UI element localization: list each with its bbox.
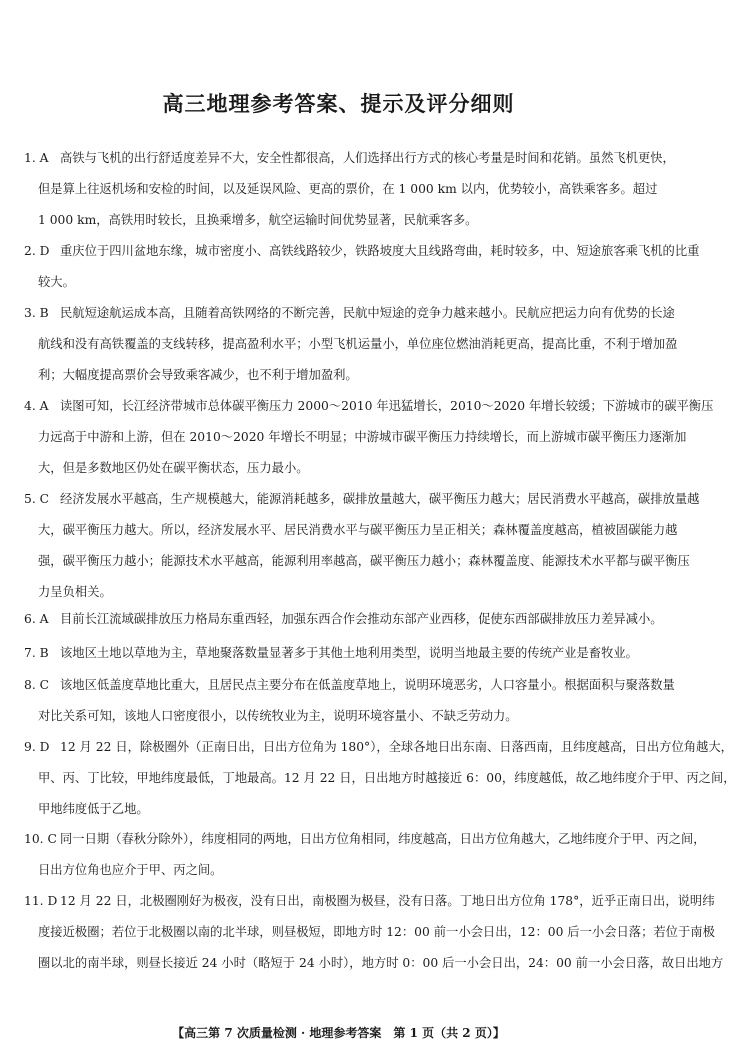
answer-text: 读图可知，长江经济带城市总体碳平衡压力 2000～2010 年迅猛增长，2010～2020 年增长较缓；下游城市的碳平衡压 <box>60 399 714 413</box>
answer-line <box>24 677 675 693</box>
answer-line <box>24 243 700 259</box>
answer-line: 航线和没有高铁覆盖的支线转移，提高盈利水平；小型飞机运量小，单位座位燃油消耗更高，提高比重，不利于增加盈 <box>38 337 678 351</box>
answer-line: 甲地纬度低于乙地。 <box>38 802 149 816</box>
answer-line <box>24 739 733 755</box>
answer-number: 7. B <box>24 646 49 660</box>
answer-line: 1 000 km，高铁用时较长，且换乘增多，航空运输时间优势显著，民航乘客多。 <box>38 213 478 227</box>
answer-text: 同一日期（春秋分除外），纬度相同的两地，日出方位角相同，纬度越高，日出方位角越大，乙地纬度介于甲、丙之间， <box>60 832 706 846</box>
answer-line: 度接近极圈；若位于北极圈以南的北半球，则昼极短，即地方时 12：00 前一小会日出，12：00 后一小会日落；若位于南极 <box>38 925 715 939</box>
answer-line <box>24 831 706 847</box>
answer-number: 9. D <box>24 740 50 754</box>
answer-text: 12 月 22 日，除极圈外（正南日出，日出方位角为 180°），全球各地日出东南、日落西南，且纬度越高，日出方位角越大， <box>60 740 733 754</box>
answer-line <box>24 611 664 627</box>
answer-line: 大，但是多数地区仍处在碳平衡状态，压力最小。 <box>38 461 309 475</box>
answer-number: 10. C <box>24 832 57 846</box>
answer-text: 民航短途航运成本高，且随着高铁网络的不断完善，民航中短途的竞争力越来越小。民航应把运力向有优势的长途 <box>60 306 675 320</box>
answer-line <box>24 150 675 166</box>
page-footer: 【高三第 7 次质量检测 · 地理参考答案 第 1 页（共 2 页）】 <box>172 1026 505 1040</box>
answer-number: 3. B <box>24 306 49 320</box>
answer-line: 利；大幅度提高票价会导致乘客减少，也不利于增加盈利。 <box>38 368 358 382</box>
answer-line <box>24 645 664 661</box>
answer-line: 圈以北的南半球，则昼长接近 24 小时（略短于 24 小时），地方时 0：00 后一小会日出，24：00 前一小会日落，故日出地方 <box>38 956 724 970</box>
answer-line: 日出方位角也应介于甲、丙之间。 <box>38 863 223 877</box>
answer-number: 2. D <box>24 244 50 258</box>
answer-line: 大，碳平衡压力越大。所以，经济发展水平、居民消费水平与碳平衡压力呈正相关；森林覆盖度越高，植被固碳能力越 <box>38 523 678 537</box>
page-title: 高三地理参考答案、提示及评分细则 <box>162 92 515 116</box>
answer-line: 力远高于中游和上游，但在 2010～2020 年增长不明显；中游城市碳平衡压力持续增长，而上游城市碳平衡压力逐渐加 <box>38 430 687 444</box>
answer-text: 该地区土地以草地为主，草地聚落数量显著多于其他土地利用类型，说明当地最主要的传统产业是畜牧业。 <box>60 646 638 660</box>
answer-line <box>24 491 700 507</box>
answer-line: 但是算上往返机场和安检的时间，以及延误风险、更高的票价，在 1 000 km 以内，优势较小，高铁乘客多。超过 <box>38 182 658 196</box>
answer-text: 经济发展水平越高，生产规模越大，能源消耗越多，碳排放量越大，碳平衡压力越大；居民消费水平越高，碳排放量越 <box>60 492 700 506</box>
answer-number: 11. D <box>24 894 58 908</box>
answer-number: 4. A <box>24 399 49 413</box>
answer-text: 重庆位于四川盆地东缘，城市密度小、高铁线路较少，铁路坡度大且线路弯曲，耗时较多，中、短途旅客乘飞机的比重 <box>60 244 700 258</box>
answer-text: 高铁与飞机的出行舒适度差异不大，安全性都很高，人们选择出行方式的核心考量是时间和花销。虽然飞机更快， <box>60 151 675 165</box>
answer-line <box>24 398 714 414</box>
answer-line: 对比关系可知，该地人口密度很小，以传统牧业为主，说明环境容量小、不缺乏劳动力。 <box>38 709 518 723</box>
answer-line: 强，碳平衡压力越小；能源技术水平越高，能源利用率越高，碳平衡压力越小；森林覆盖度、能源技术水平都与碳平衡压 <box>38 554 690 568</box>
answer-number: 6. A <box>24 612 49 626</box>
answer-text: 12 月 22 日，北极圈刚好为极夜，没有日出，南极圈为极昼，没有日落。丁地日出方位角 178°，近乎正南日出，说明纬 <box>60 894 715 908</box>
answer-number: 1. A <box>24 151 49 165</box>
answer-line: 力呈负相关。 <box>38 585 112 599</box>
answer-text: 目前长江流域碳排放压力格局东重西轻，加强东西合作会推动东部产业西移，促使东西部碳排放压力差异减小。 <box>60 612 663 626</box>
answer-line <box>24 305 675 321</box>
answer-line: 甲、丙、丁比较，甲地纬度最低，丁地最高。12 月 22 日，日出地方时越接近 6：00，纬度越低，故乙地纬度介于甲、丙之间， <box>38 771 736 785</box>
answer-line: 较大。 <box>38 275 75 289</box>
answer-text: 该地区低盖度草地比重大，且居民点主要分布在低盖度草地上，说明环境恶劣，人口容量小。根据面积与聚落数量 <box>60 678 675 692</box>
answer-number: 5. C <box>24 492 50 506</box>
answer-line <box>24 893 715 909</box>
answer-number: 8. C <box>24 678 50 692</box>
